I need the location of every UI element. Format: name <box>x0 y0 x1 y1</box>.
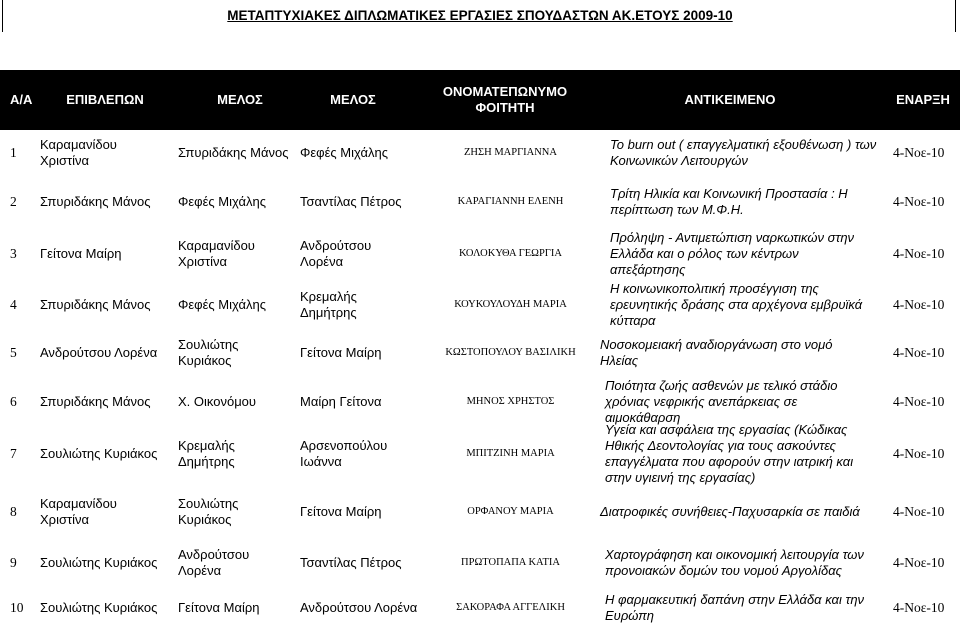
supervisor-name: Σπυριδάκης Μάνος <box>40 394 151 409</box>
supervisor-name: Σπυριδάκης Μάνος <box>40 297 151 312</box>
member-2-name: Μαίρη Γείτονα <box>300 394 382 409</box>
row-number: 8 <box>10 504 17 519</box>
supervisor-name: Ανδρούτσου Λορένα <box>40 345 158 360</box>
row-number: 9 <box>10 555 17 570</box>
member-2-name: Φεφές Μιχάλης <box>300 145 388 160</box>
member-1-name: Φεφές Μιχάλης <box>178 194 266 209</box>
student-name: ΖΗΣΗ ΜΑΡΓΙΑΝΝΑ <box>464 147 557 158</box>
header-member-1: ΜΕΛΟΣ <box>217 92 263 107</box>
start-date: 4-Νοε-10 <box>893 600 945 615</box>
member-1-name: Γείτονα Μαίρη <box>178 600 260 615</box>
table-row <box>0 378 960 425</box>
member-2-name: Ανδρούτσου Λορένα <box>300 600 418 615</box>
member-1-name: Σουλιώτης Κυριάκος <box>178 496 239 527</box>
row-number: 6 <box>10 394 17 409</box>
table-row <box>0 232 960 276</box>
supervisor-name: Σουλιώτης Κυριάκος <box>40 555 158 570</box>
header-aa: Α/Α <box>10 92 33 107</box>
start-date: 4-Νοε-10 <box>893 555 945 570</box>
student-name: ΚΟΛΟΚΥΘΑ ΓΕΩΡΓΙΑ <box>459 248 562 259</box>
student-name: ΚΑΡΑΓΙΑΝΝΗ ΕΛΕΝΗ <box>457 196 564 207</box>
supervisor-name: Καραμανίδου Χριστίνα <box>40 137 117 168</box>
header-supervisor: ΕΠΙΒΛΕΠΩΝ <box>66 92 144 107</box>
header-subject: ΑΝΤΙΚΕΙΜΕΝΟ <box>684 92 776 107</box>
student-name: ΟΡΦΑΝΟΥ ΜΑΡΙΑ <box>467 506 554 517</box>
thesis-subject: Η κοινωνικοπολιτική προσέγγιση της ερευνητικής δράσης στα αρχέγονα εμβρυϊκά κύτταρα <box>610 281 863 328</box>
member-1-name: Φεφές Μιχάλης <box>178 297 266 312</box>
student-name: ΚΟΥΚΟΥΛΟΥΔΗ ΜΑΡΙΑ <box>454 299 567 310</box>
supervisor-name: Γείτονα Μαίρη <box>40 246 122 261</box>
row-number: 2 <box>10 194 17 209</box>
student-name: ΜΗΝΟΣ ΧΡΗΣΤΟΣ <box>466 396 555 407</box>
start-date: 4-Νοε-10 <box>893 297 945 312</box>
member-2-name: Τσαντίλας Πέτρος <box>300 194 402 209</box>
member-2-name: Αρσενοπούλου Ιωάννα <box>300 438 388 469</box>
table-row <box>0 335 960 371</box>
supervisor-name: Σουλιώτης Κυριάκος <box>40 446 158 461</box>
thesis-subject: Τρίτη Ηλικία και Κοινωνική Προστασία : Η περίπτωση των Μ.Φ.Η. <box>610 186 848 217</box>
page-title: ΜΕΤΑΠΤΥΧΙΑΚΕΣ ΔΙΠΛΩΜΑΤΙΚΕΣ ΕΡΓΑΣΙΕΣ ΣΠΟΥΔΑΣΤΩΝ ΑΚ.ΕΤΟΥΣ 2009-10 <box>227 8 733 23</box>
member-1-name: Ανδρούτσου Λορένα <box>178 547 250 578</box>
member-1-name: Σουλιώτης Κυριάκος <box>178 337 239 368</box>
member-2-name: Ανδρούτσου Λορένα <box>300 238 372 269</box>
start-date: 4-Νοε-10 <box>893 345 945 360</box>
member-1-name: Κρεμαλής Δημήτρης <box>178 438 235 469</box>
student-name: ΚΩΣΤΟΠΟΥΛΟΥ ΒΑΣΙΛΙΚΗ <box>445 347 576 358</box>
header-member-2: ΜΕΛΟΣ <box>330 92 376 107</box>
thesis-subject: Η φαρμακευτική δαπάνη στην Ελλάδα και την Ευρώπη <box>605 592 865 623</box>
thesis-subject: Το burn out ( επαγγελματική εξουθένωση ) των Κοινωνικών Λειτουργών <box>610 137 877 168</box>
supervisor-name: Σουλιώτης Κυριάκος <box>40 600 158 615</box>
student-name: ΣΑΚΟΡΑΦΑ ΑΓΓΕΛΙΚΗ <box>456 602 565 613</box>
thesis-subject: Χαρτογράφηση και οικονομική λειτουργία των προνοιακών δομών του νομού Αργολίδας <box>605 547 864 578</box>
member-2-name: Γείτονα Μαίρη <box>300 504 382 519</box>
start-date: 4-Νοε-10 <box>893 446 945 461</box>
thesis-subject: Διατροφικές συνήθειες-Παχυσαρκία σε παιδιά <box>600 504 860 519</box>
row-number: 3 <box>10 246 17 261</box>
student-name: ΠΡΩΤΟΠΑΠΑ ΚΑΤΙΑ <box>461 557 560 568</box>
table-row <box>0 420 960 488</box>
member-2-name: Γείτονα Μαίρη <box>300 345 382 360</box>
table-row <box>0 590 960 626</box>
row-number: 1 <box>10 145 17 160</box>
supervisor-name: Καραμανίδου Χριστίνα <box>40 496 117 527</box>
thesis-subject: Νοσοκομειακή αναδιοργάνωση στο νομό Ηλείας <box>600 337 833 368</box>
table-row <box>0 545 960 581</box>
table-header <box>0 70 960 130</box>
header-student: ΟΝΟΜΑΤΕΠΩΝΥΜΟ ΦΟΙΤΗΤΗ <box>442 84 568 115</box>
header-start: ΕΝΑΡΞΗ <box>896 92 950 107</box>
row-number: 5 <box>10 345 17 360</box>
start-date: 4-Νοε-10 <box>893 194 945 209</box>
thesis-subject: Υγεία και ασφάλεια της εργασίας (Κώδικας Ηθικής Δεοντολογίας για τους ασκούντες επαγγέλματα που αφορούν στην ιατρική και στην υγιεινή της εργασίας) <box>605 422 854 485</box>
member-2-name: Τσαντίλας Πέτρος <box>300 555 402 570</box>
table-row <box>0 182 960 222</box>
row-number: 7 <box>10 446 17 461</box>
member-2-name: Κρεμαλής Δημήτρης <box>300 289 357 320</box>
member-1-name: Καραμανίδου Χριστίνα <box>178 238 255 269</box>
table-row <box>0 494 960 530</box>
start-date: 4-Νοε-10 <box>893 504 945 519</box>
student-name: ΜΠΙΤΖΙΝΗ ΜΑΡΙΑ <box>466 448 555 459</box>
table-row <box>0 281 960 328</box>
row-number: 4 <box>10 297 17 312</box>
thesis-subject: Πρόληψη - Αντιμετώπιση ναρκωτικών στην Ελλάδα και ο ρόλος των κέντρων απεξάρτησης <box>610 230 855 277</box>
start-date: 4-Νοε-10 <box>893 394 945 409</box>
thesis-subject: Ποιότητα ζωής ασθενών με τελικό στάδιο χρόνιας νεφρικής ανεπάρκειας σε αιμοκάθαρση <box>605 378 838 425</box>
start-date: 4-Νοε-10 <box>893 246 945 261</box>
member-1-name: Σπυριδάκης Μάνος <box>178 145 289 160</box>
table-row <box>0 133 960 173</box>
row-number: 10 <box>10 600 24 615</box>
start-date: 4-Νοε-10 <box>893 145 945 160</box>
supervisor-name: Σπυριδάκης Μάνος <box>40 194 151 209</box>
member-1-name: Χ. Οικονόμου <box>178 394 257 409</box>
